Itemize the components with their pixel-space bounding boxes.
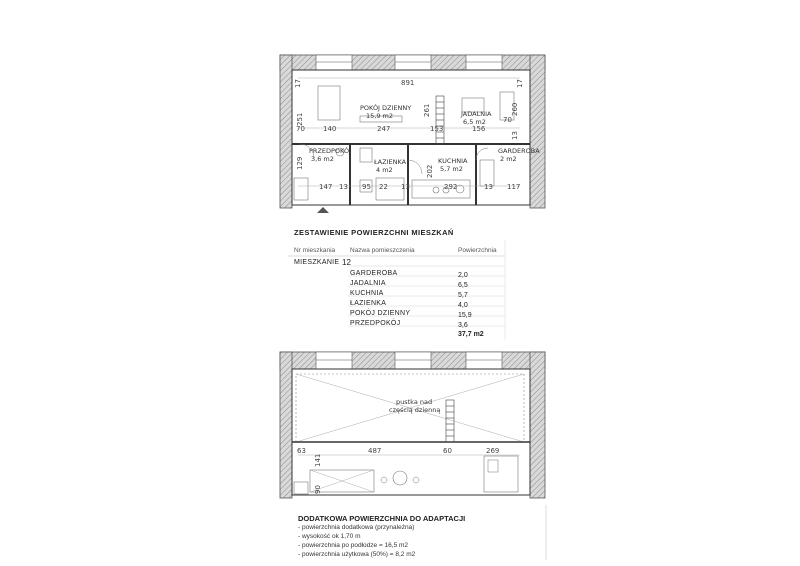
dim-487: 487 (368, 447, 382, 455)
dim-13-c: 13 (401, 183, 410, 191)
dim-140: 140 (323, 125, 337, 133)
area-summary-title: ZESTAWIENIE POWIERZCHNI MIESZKAŃ (294, 228, 454, 237)
dim-60: 60 (443, 447, 452, 455)
room-label-hall: PRZEDPOKÓJ (309, 147, 351, 155)
table-row-name: JADALNIA (350, 280, 386, 287)
dim-147: 147 (319, 183, 333, 191)
apartment-number: 12 (342, 258, 351, 267)
dim-22: 22 (379, 183, 388, 191)
room-area-hall: 3,6 m2 (311, 155, 334, 163)
right-wall (530, 55, 545, 208)
dim-202: 202 (426, 164, 434, 178)
table-row-value: 3,6 (458, 322, 468, 329)
staircase (436, 96, 444, 144)
dim-251: 251 (296, 112, 304, 126)
attic-plan (280, 352, 545, 498)
dim-70-b: 70 (503, 116, 512, 124)
table-row-name: KUCHNIA (350, 290, 384, 297)
table-row-name: POKÓJ DZIENNY (350, 310, 411, 317)
dim-13-a: 13 (511, 131, 519, 140)
table-row-name: PRZEDPOKÓJ (350, 320, 401, 327)
dim-261: 261 (423, 103, 431, 117)
kitchen-counter (412, 180, 470, 198)
col-room-name: Nazwa pomieszczenia (350, 247, 415, 254)
dim-17-left: 17 (294, 79, 302, 88)
dim-247: 247 (377, 125, 391, 133)
dim-156: 156 (472, 125, 486, 133)
dim-260: 260 (511, 102, 519, 116)
dim-13-d: 13 (484, 183, 493, 191)
dim-95: 95 (362, 183, 371, 191)
dim-129: 129 (296, 156, 304, 170)
adaptation-line: - wysokość ok 1,70 m (298, 533, 361, 540)
table-row-name: GARDEROBA (350, 270, 398, 277)
table-row-value: 6,5 (458, 282, 468, 289)
dim-269: 269 (486, 447, 500, 455)
room-label-bathroom: ŁAZIENKA (374, 158, 407, 166)
room-label-dining: JADALNIA (461, 110, 492, 118)
left-wall (280, 55, 292, 208)
room-area-bathroom: 4 m2 (376, 166, 393, 174)
adaptation-title: DODATKOWA POWIERZCHNIA DO ADAPTACJI (298, 514, 466, 523)
col-apartment-no: Nr mieszkania (294, 247, 336, 254)
entrance-arrow (317, 207, 329, 213)
toilet (360, 148, 372, 162)
table-row-name: ŁAZIENKA (350, 300, 387, 307)
adaptation-line: - powierzchnia po podłodze = 16,5 m2 (298, 542, 409, 549)
adaptation-line: - powierzchnia dodatkowa (przynależna) (298, 524, 415, 531)
apartment-label: MIESZKANIE (294, 259, 340, 266)
room-area-kitchen: 5,7 m2 (440, 165, 463, 173)
total-area: 37,7 m2 (458, 331, 484, 338)
room-area-living: 15,9 m2 (366, 112, 394, 120)
dim-13-b: 13 (339, 183, 348, 191)
col-area: Powierzchnia (458, 247, 497, 254)
round-table (393, 471, 407, 485)
void-label-line1: pustka nad (396, 398, 433, 406)
dim-141: 141 (314, 453, 322, 467)
sofa (318, 86, 340, 120)
room-label-closet: GARDEROBA (498, 147, 540, 155)
room-area-dining: 6,5 m2 (463, 118, 486, 126)
dim-292: 292 (444, 183, 458, 191)
room-area-closet: 2 m2 (500, 155, 517, 163)
room-label-kitchen: KUCHNIA (438, 157, 468, 165)
room-label-living: POKÓJ DZIENNY (360, 104, 412, 112)
table-row-value: 4,0 (458, 302, 468, 309)
dim-153: 153 (430, 125, 444, 133)
adaptation-line: - powierzchnia użytkowa (50%) = 8,2 m2 (298, 551, 416, 558)
table-row-value: 2,0 (458, 272, 468, 279)
dim-17-right: 17 (516, 79, 524, 88)
dim-63: 63 (297, 447, 306, 455)
dim-90: 90 (314, 485, 322, 494)
table-row-value: 5,7 (458, 292, 468, 299)
dim-70-a: 70 (296, 125, 305, 133)
dim-117: 117 (507, 183, 521, 191)
dim-891: 891 (401, 79, 415, 87)
void-label-line2: częścią dzienną (389, 406, 441, 414)
bed (484, 456, 518, 492)
wardrobe (294, 178, 308, 200)
table-row-value: 15,9 (458, 312, 472, 319)
